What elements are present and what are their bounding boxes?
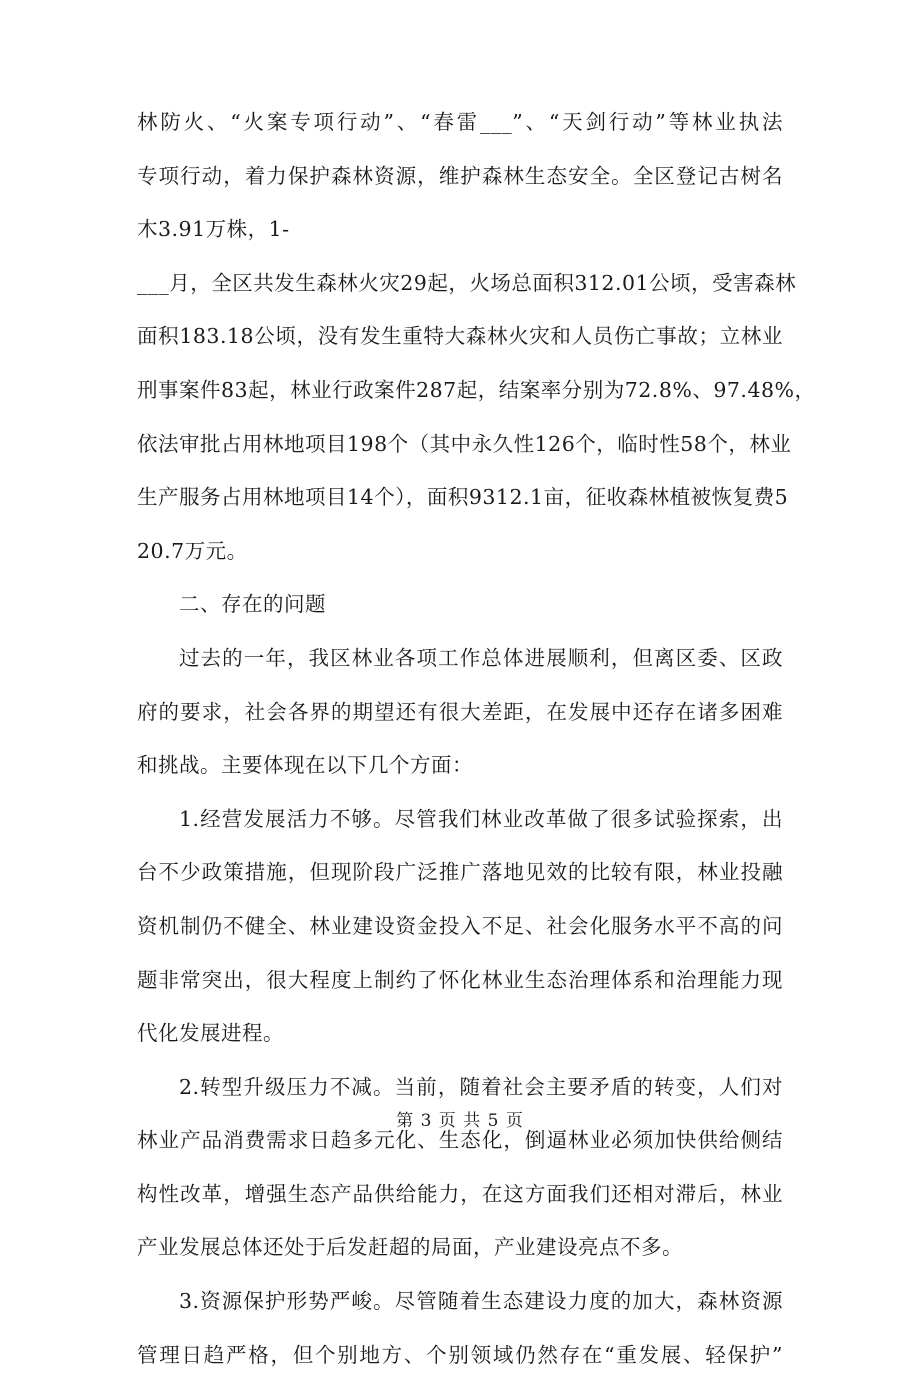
text-line: 府的要求，社会各界的期望还有很大差距，在发展中还存在诸多困难 (137, 699, 783, 724)
text-line: 生产服务占用林地项目14个），面积9312.1亩，征收森林植被恢复费5 (137, 485, 789, 510)
text-line: ___月，全区共发生森林火灾29起，火场总面积312.01公顷，受害森林 (137, 270, 797, 295)
text-line: 20.7万元。 (137, 538, 248, 563)
text-line: 木3.91万株，1- (137, 217, 290, 242)
text-line: 专项行动，着力保护森林资源，维护森林生态安全。全区登记古树名 (137, 163, 783, 188)
text-line: 刑事案件83起，林业行政案件287起，结案率分别为72.8%、97.48%， (137, 377, 816, 402)
section-heading: 二、存在的问题 (179, 592, 326, 617)
text-line: 过去的一年，我区林业各项工作总体进展顺利，但离区委、区政 (179, 645, 783, 670)
text-line: 代化发展进程。 (137, 1021, 284, 1046)
text-line: 3.资源保护形势严峻。尽管随着生态建设力度的加大，森林资源 (179, 1289, 783, 1314)
text-line: 资机制仍不健全、林业建设资金投入不足、社会化服务水平不高的问 (137, 913, 783, 938)
page-number-footer: 第 3 页 共 5 页 (396, 1111, 524, 1131)
text-line: 题非常突出，很大程度上制约了怀化林业生态治理体系和治理能力现 (137, 967, 783, 992)
body-text (137, 96, 816, 1382)
text-line: 和挑战。主要体现在以下几个方面： (137, 753, 473, 778)
text-line: 产业发展总体还处于后发赶超的局面，产业建设亮点不多。 (137, 1235, 683, 1260)
text-line: 1.经营发展活力不够。尽管我们林业改革做了很多试验探索，出 (179, 806, 783, 831)
text-line: 林业产品消费需求日趋多元化、生态化，倒逼林业必须加快供给侧结 (137, 1128, 783, 1153)
text-line: 台不少政策措施，但现阶段广泛推广落地见效的比较有限，林业投融 (137, 860, 783, 885)
text-line: 林防火、“火案专项行动”、“春雷___”、“天剑行动”等林业执法 (137, 110, 783, 134)
text-line: 2.转型升级压力不减。当前，随着社会主要矛盾的转变，人们对 (179, 1074, 783, 1099)
text-line: 依法审批占用林地项目198个（其中永久性126个，临时性58个，林业 (137, 431, 792, 456)
text-line: 构性改革，增强生态产品供给能力，在这方面我们还相对滞后，林业 (137, 1181, 783, 1206)
text-line: 管理日趋严格，但个别地方、个别领域仍然存在“重发展、轻保护” (137, 1342, 783, 1367)
text-line: 面积183.18公顷，没有发生重特大森林火灾和人员伤亡事故；立林业 (137, 324, 783, 349)
